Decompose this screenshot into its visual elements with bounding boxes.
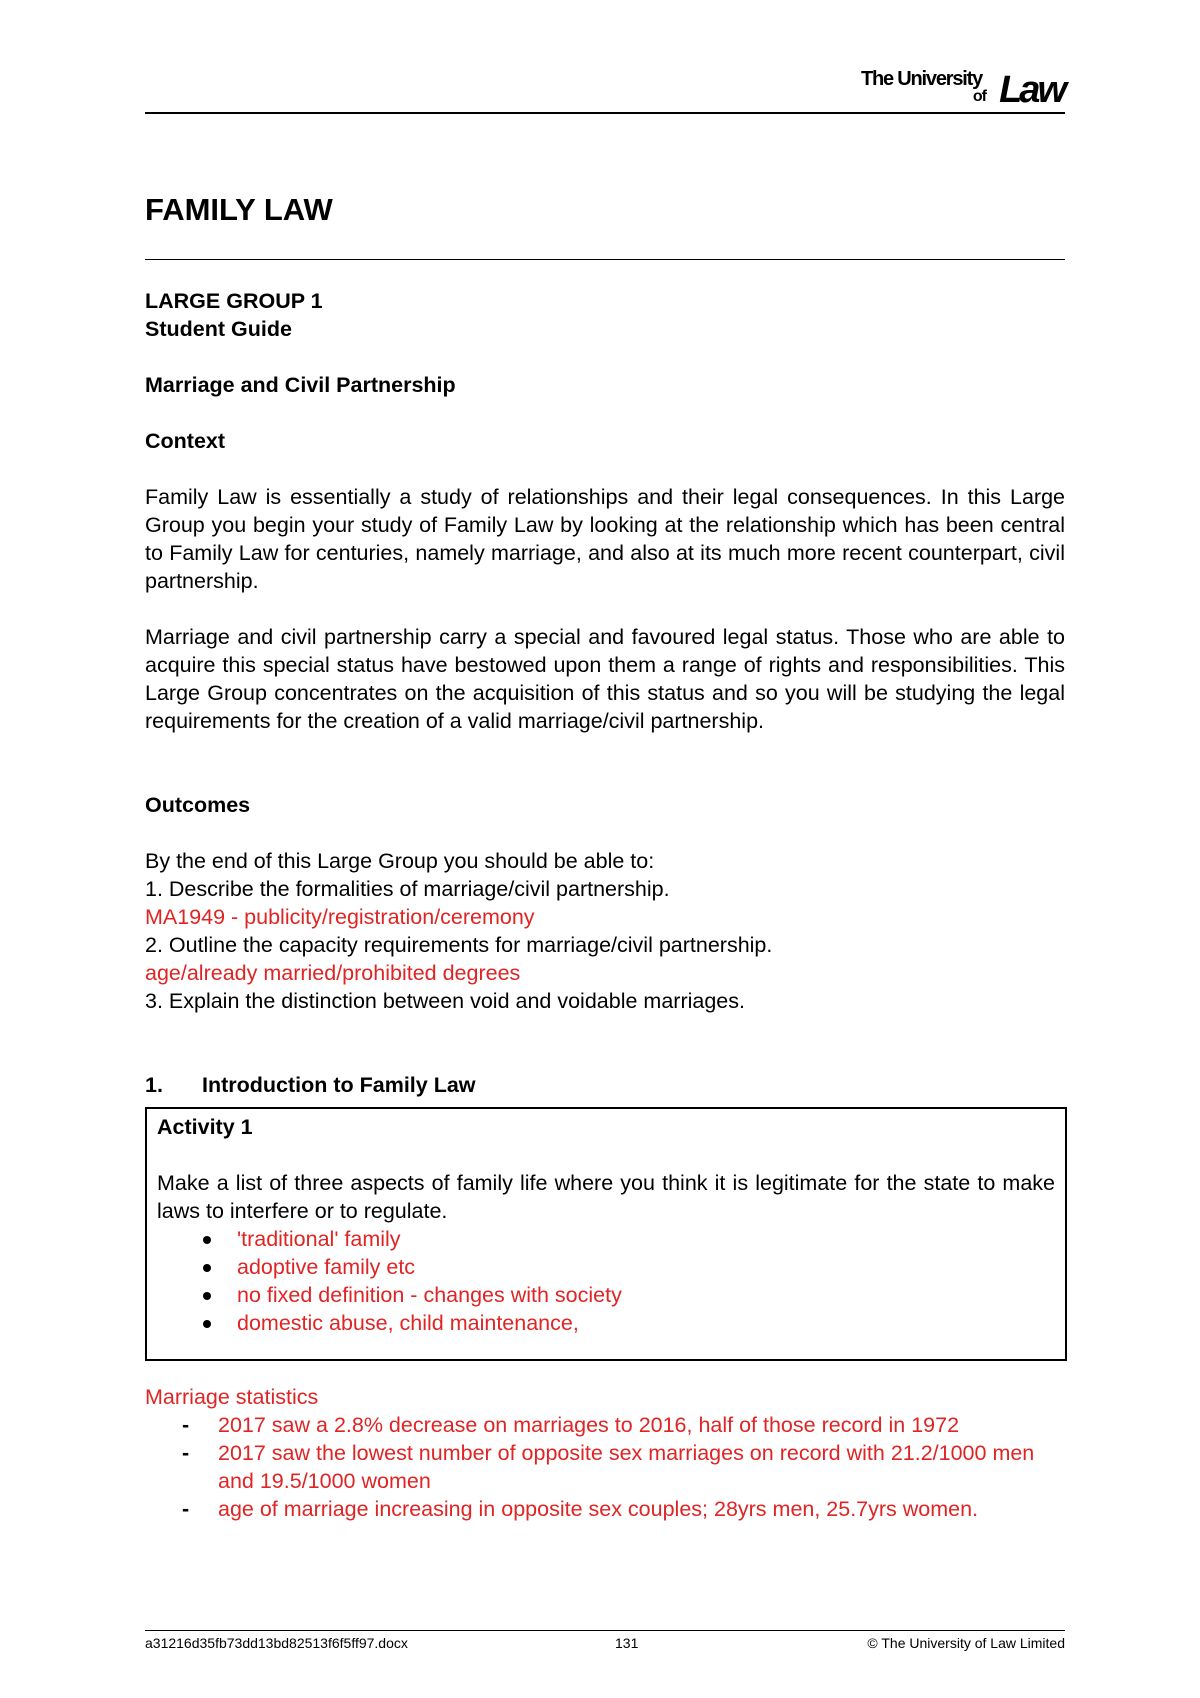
section-number: 1.	[145, 1073, 163, 1097]
bullet-text: adoptive family etc	[237, 1255, 416, 1279]
activity-bullet-list	[157, 1225, 1055, 1337]
activity-text: Make a list of three aspects of family life where you think it is legitimate for the state to make laws to interfere or to regulate.	[157, 1171, 1055, 1223]
statistic-text: 2017 saw the lowest number of opposite sex marriages on record with 21.2/1000 men and 19.5/1000 women	[218, 1441, 1035, 1493]
logo-line-3: Law	[999, 69, 1064, 111]
document-title: FAMILY LAW	[145, 192, 333, 227]
bullet-text: domestic abuse, child maintenance,	[237, 1311, 579, 1335]
list-item	[182, 1495, 1065, 1523]
header-rule	[145, 112, 1065, 114]
logo-line-2: of	[972, 88, 986, 105]
logo-line-1: The University	[860, 68, 982, 90]
statistics-list	[145, 1411, 1065, 1523]
title-rule	[145, 259, 1065, 260]
bullet-icon	[203, 1236, 211, 1244]
bullet-icon	[203, 1292, 211, 1300]
bullet-icon	[203, 1264, 211, 1272]
list-item	[182, 1439, 1065, 1495]
marriage-statistics	[145, 1383, 1065, 1523]
activity-title: Activity 1	[157, 1115, 253, 1139]
dash-icon: -	[182, 1497, 190, 1521]
document-body	[145, 287, 1065, 1523]
bullet-text: 'traditional' family	[237, 1227, 401, 1251]
outcome-note-1: MA1949 - publicity/registration/ceremony	[145, 905, 535, 929]
footer-copyright: © The University of Law Limited	[867, 1635, 1065, 1651]
statistic-text: age of marriage increasing in opposite sex couples; 28yrs men, 25.7yrs women.	[218, 1497, 979, 1521]
footer-page-number: 131	[615, 1635, 639, 1651]
outcomes-intro: By the end of this Large Group you should be able to:	[145, 849, 655, 873]
context-paragraph-1: Family Law is essentially a study of relationships and their legal consequences. In this Large Group you begin your study of Family Law by looking at the relationship which has been central to Family Law for centuries, namely marriage, and also at its much more recent counterpart, civil partnership.	[145, 485, 1065, 593]
list-item	[201, 1225, 1055, 1253]
list-item	[201, 1309, 1055, 1337]
outcomes-heading: Outcomes	[145, 793, 251, 817]
section-1-heading	[145, 1071, 1065, 1099]
outcome-item-1: 1. Describe the formalities of marriage/civil partnership.	[145, 877, 670, 901]
list-item	[201, 1281, 1055, 1309]
list-item	[182, 1411, 1065, 1439]
outcome-note-2: age/already married/prohibited degrees	[145, 961, 521, 985]
section-title: Introduction to Family Law	[202, 1073, 476, 1097]
university-logo	[854, 64, 1064, 111]
bullet-icon	[203, 1320, 211, 1328]
subtitle-student-guide: Student Guide	[145, 317, 292, 341]
footer-rule	[145, 1630, 1065, 1631]
outcome-item-3: 3. Explain the distinction between void and voidable marriages.	[145, 989, 745, 1013]
topic-heading: Marriage and Civil Partnership	[145, 373, 456, 397]
bullet-text: no fixed definition - changes with society	[237, 1283, 622, 1307]
footer-filename: a31216d35fb73dd13bd82513f6f5ff97.docx	[145, 1635, 408, 1651]
outcome-item-2: 2. Outline the capacity requirements for marriage/civil partnership.	[145, 933, 773, 957]
dash-icon: -	[182, 1413, 190, 1437]
activity-box	[145, 1107, 1067, 1361]
statistics-heading: Marriage statistics	[145, 1385, 319, 1409]
context-paragraph-2: Marriage and civil partnership carry a special and favoured legal status. Those who are able to acquire this special status have bestowed upon them a range of rights and responsibilities. This Large Group concentrates on the acquisition of this status and so you will be studying the legal requirements for the creation of a valid marriage/civil partnership.	[145, 625, 1065, 733]
statistic-text: 2017 saw a 2.8% decrease on marriages to 2016, half of those record in 1972	[218, 1413, 960, 1437]
list-item	[201, 1253, 1055, 1281]
subtitle-large-group: LARGE GROUP 1	[145, 289, 323, 313]
dash-icon: -	[182, 1441, 190, 1465]
context-heading: Context	[145, 429, 226, 453]
